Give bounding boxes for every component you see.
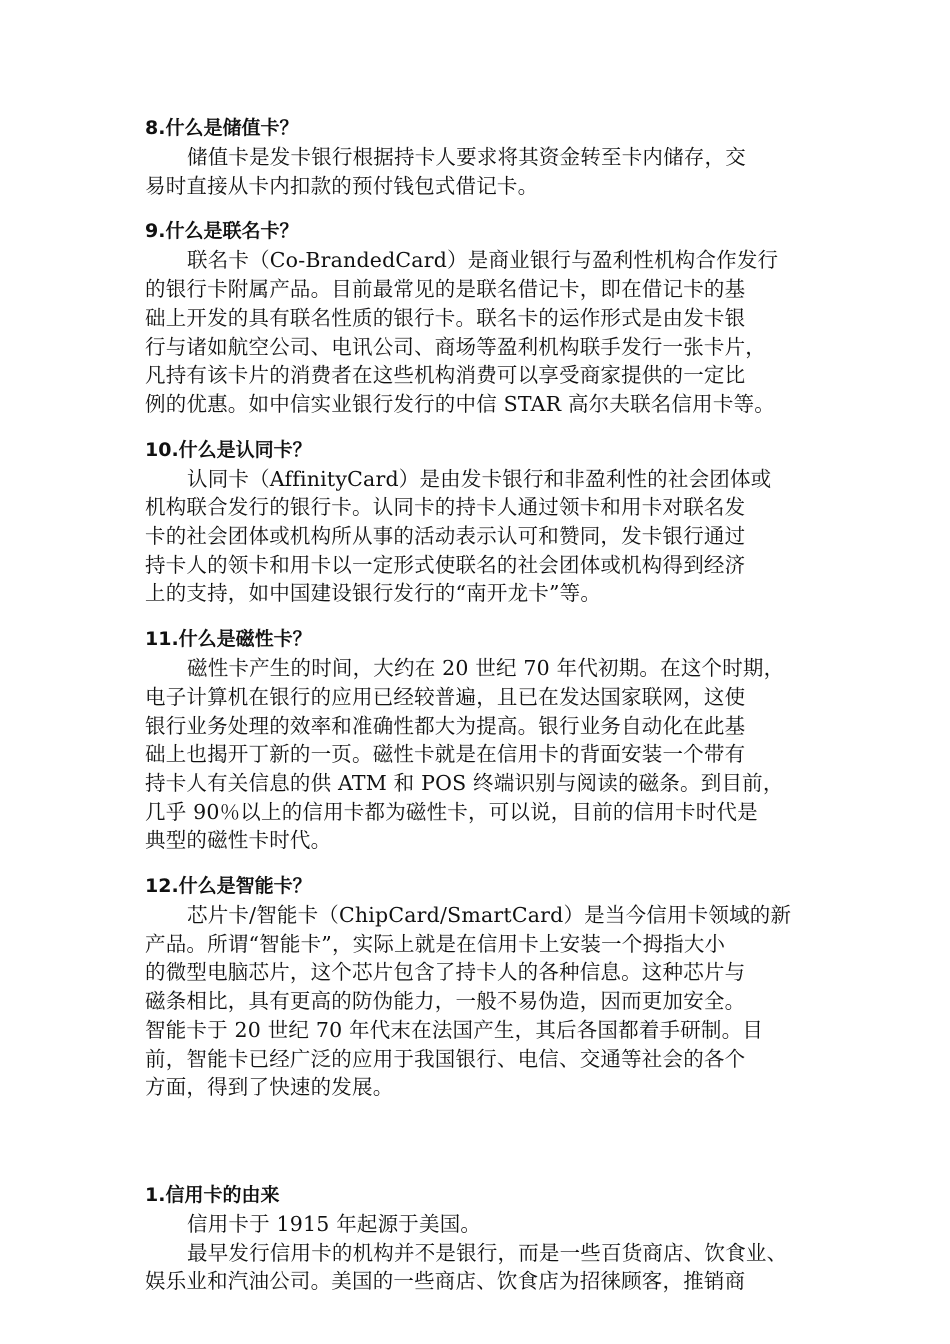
paragraph-line: 电子计算机在银行的应用已经较普遍，且已在发达国家联网，这使 <box>145 684 746 709</box>
paragraph-line: 几乎 90％以上的信用卡都为磁性卡，可以说，目前的信用卡时代是 <box>145 799 758 824</box>
paragraph-line: 础上也揭开丁新的一页。磁性卡就是在信用卡的背面安装一个带有 <box>145 742 746 767</box>
section-affinity-card <box>145 436 825 609</box>
paragraph-line: 联名卡（Co-BrandedCard）是商业银行与盈利性机构合作发行 <box>187 248 779 273</box>
section-heading: 8.什么是储值卡？ <box>145 117 299 139</box>
paragraph-line: 典型的磁性卡时代。 <box>145 828 332 853</box>
section-heading: 9.什么是联名卡？ <box>145 220 299 243</box>
paragraph-line: 卡的社会团体或机构所从事的活动表示认可和赞同，发卡银行通过 <box>145 524 746 549</box>
section-heading: 1.信用卡的由来 <box>145 1183 280 1206</box>
paragraph-line: 凡持有该卡片的消费者在这些机构消费可以享受商家提供的一定比 <box>145 363 746 388</box>
paragraph-line: 持卡人的领卡和用卡以一定形式使联名的社会团体或机构得到经济 <box>145 552 746 577</box>
paragraph-line: 易时直接从卡内扣款的预付钱包式借记卡。 <box>145 173 539 198</box>
paragraph-line: 芯片卡/智能卡（ChipCard/SmartCard）是当今信用卡领域的新 <box>187 903 792 928</box>
paragraph-line: 前，智能卡已经广泛的应用于我国银行、电信、交通等社会的各个 <box>145 1046 746 1071</box>
paragraph-line: 础上开发的具有联名性质的银行卡。联名卡的运作形式是由发卡银 <box>145 305 746 330</box>
section-magnetic-card <box>145 625 825 855</box>
paragraph-line: 方面，得到了快速的发展。 <box>145 1075 394 1100</box>
paragraph-line: 认同卡（AffinityCard）是由发卡银行和非盈利性的社会团体或 <box>187 466 772 491</box>
paragraph-line: 的银行卡附属产品。目前最常见的是联名借记卡，即在借记卡的基 <box>145 277 746 302</box>
paragraph-line: 例的优惠。如中信实业银行发行的中信 STAR 高尔夫联名信用卡等。 <box>145 391 775 416</box>
section-heading: 11.什么是磁性卡？ <box>145 628 312 651</box>
paragraph-line: 储值卡是发卡银行根据持卡人要求将其资金转至卡内储存，交 <box>187 145 746 169</box>
section-credit-card-origin <box>145 1181 825 1296</box>
paragraph-line: 机构联合发行的银行卡。认同卡的持卡人通过领卡和用卡对联名发 <box>145 495 746 520</box>
section-heading: 12.什么是智能卡？ <box>145 875 312 898</box>
paragraph-line: 磁性卡产生的时间，大约在 20 世纪 70 年代初期。在这个时期， <box>187 656 785 681</box>
section-stored-value-card <box>145 114 825 200</box>
paragraph-line: 上的支持，如中国建设银行发行的“南开龙卡”等。 <box>145 581 602 606</box>
paragraph-line: 持卡人有关信息的供 ATM 和 POS 终端识别与阅读的磁条。到目前， <box>145 770 784 795</box>
paragraph-line: 娱乐业和汽油公司。美国的一些商店、饮食店为招徕顾客，推销商 <box>145 1269 746 1294</box>
paragraph-line: 磁条相比，具有更高的防伪能力，一般不易伪造，因而更加安全。 <box>145 989 746 1014</box>
paragraph-line: 行与诸如航空公司、电讯公司、商场等盈利机构联手发行一张卡片， <box>145 334 766 359</box>
section-heading: 10.什么是认同卡？ <box>145 438 312 461</box>
section-smart-card <box>145 872 825 1102</box>
paragraph-line: 最早发行信用卡的机构并不是银行，而是一些百货商店、饮食业、 <box>187 1240 788 1265</box>
paragraph-line: 的微型电脑芯片，这个芯片包含了持卡人的各种信息。这种芯片与 <box>145 960 746 985</box>
document-page <box>145 114 825 1296</box>
section-co-branded-card <box>145 217 825 418</box>
paragraph-line: 银行业务处理的效率和准确性都大为提高。银行业务自动化在此基 <box>145 713 746 738</box>
paragraph-line: 信用卡于 1915 年起源于美国。 <box>187 1211 482 1236</box>
paragraph-line: 智能卡于 20 世纪 70 年代末在法国产生，其后各国都着手研制。目 <box>145 1017 764 1042</box>
paragraph-line: 产品。所谓“智能卡”，实际上就是在信用卡上安装一个拇指大小 <box>145 931 726 956</box>
